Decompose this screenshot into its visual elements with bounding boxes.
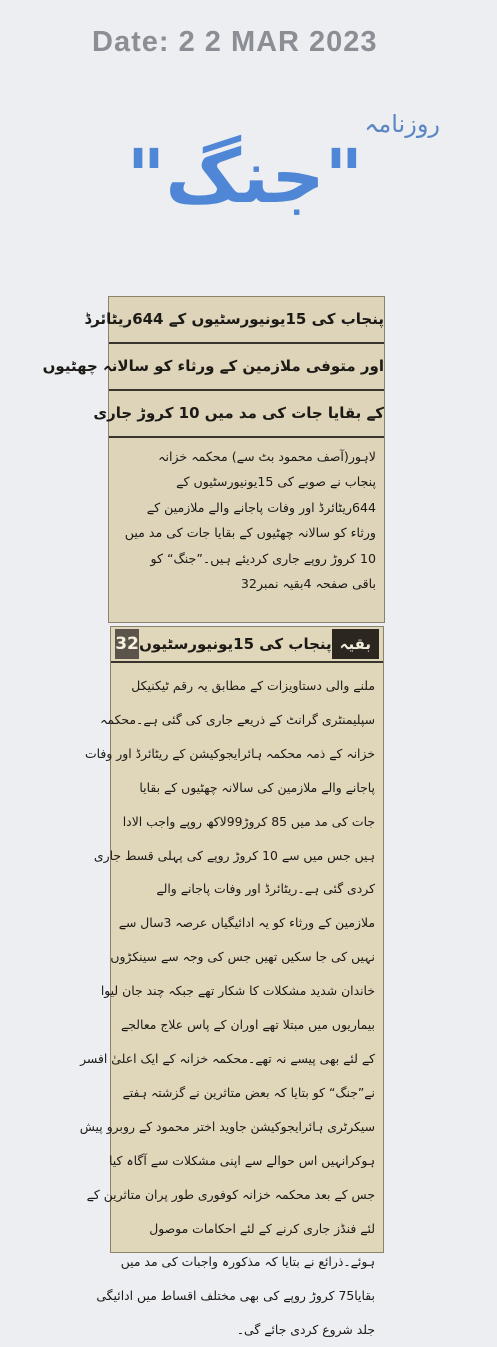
continuation-line: خاندان شدید مشکلات کا شکار تھے جبکہ چند جان لیوا bbox=[100, 983, 375, 999]
article-line: 644ریٹائرڈ اور وفات پاجانے والے ملازمین کے bbox=[146, 499, 376, 515]
date-stamp bbox=[92, 26, 378, 59]
continuation-clipping bbox=[79, 626, 384, 1338]
continuation-line: ہوکرانہیں اس حوالے سے اپنی مشکلات سے آگاہ کیا bbox=[109, 1152, 375, 1168]
continuation-line: بقایا75 کروڑ روپے کی بھی مختلف اقساط میں ادائیگی bbox=[96, 1288, 375, 1304]
article-line: پنجاب نے صوبے کی 15یونیورسٹیوں کے bbox=[176, 474, 376, 490]
continuation-line: نہیں کی جا سکیں تھیں جس کی وجہ سے سینکڑوں bbox=[110, 949, 375, 965]
continuation-line: ملنے والی دستاویزات کے مطابق یہ رقم ٹیکنیکل bbox=[131, 678, 375, 693]
continuation-line: نے”جنگ“ کو بتایا کہ بعض متاثرین نے گزشتہ ہفتے bbox=[122, 1084, 375, 1100]
newspaper-masthead bbox=[80, 100, 470, 260]
continuation-line: کردی گئی ہے۔ریٹائرڈ اور وفات پاجانے والے bbox=[156, 881, 375, 897]
continuation-line: لئے فنڈز جاری کرنے کے لئے احکامات موصول bbox=[149, 1220, 375, 1236]
headline-line-2: اور متوفی ملازمین کے ورثاء کو سالانہ چھٹیوں bbox=[109, 344, 384, 391]
continuation-line: کے لئے بھی پیسے نہ تھے۔محکمہ خزانہ کے ایک اعلیٰ افسر bbox=[80, 1050, 375, 1066]
continuation-label: بقیہ bbox=[332, 629, 379, 659]
continuation-line: جات کی مد میں 85 کروڑ99لاکھ روپے واجب الادا bbox=[122, 813, 375, 829]
news-clipping bbox=[42, 296, 385, 623]
date-value: 2 2 MAR 2023 bbox=[178, 26, 378, 58]
continuation-body bbox=[79, 663, 383, 1347]
continuation-line: ہوئے۔ذرائع نے بتایا کہ مذکورہ واجبات کی مد میں bbox=[120, 1254, 375, 1270]
continuation-line: سپلیمنٹری گرانٹ کے ذریعے جاری کی گئی ہے۔محکمہ bbox=[100, 711, 375, 727]
continuation-line: ملازمین کے ورثاء کو یہ ادائیگیاں عرصہ 3سال سے bbox=[118, 915, 375, 931]
article-line: ورثاء کو سالانہ چھٹیوں کے بقایا جات کی مد میں bbox=[124, 525, 376, 541]
continuation-title: پنجاب کی 15یونیورسٹیوں bbox=[139, 635, 332, 653]
continuation-line: جلد شروع کردی جائے گی۔ bbox=[236, 1322, 375, 1338]
article-line: لاہور(آصف محمود بٹ سے) محکمہ خزانہ bbox=[158, 449, 376, 464]
masthead-name: "جنگ" bbox=[126, 134, 364, 220]
headline-line-3: کے بقایا جات کی مد میں 10 کروڑ جاری bbox=[109, 391, 384, 438]
article-line: باقی صفحہ 4بقیہ نمبر32 bbox=[240, 576, 376, 592]
continuation-line: بیماریوں میں مبتلا تھے اوران کے پاس علاج معالجے bbox=[121, 1017, 375, 1033]
masthead-subtitle: روزنامہ bbox=[364, 110, 440, 138]
date-label: Date: bbox=[92, 26, 170, 58]
continuation-number: 32 bbox=[115, 629, 139, 659]
continuation-line: خزانہ کے ذمہ محکمہ ہائرایجوکیشن کے ریٹائرڈ اور وفات bbox=[84, 745, 375, 761]
continuation-line: پاجانے والے ملازمین کی سالانہ چھٹیوں کے بقایا bbox=[139, 779, 375, 795]
article-line: 10 کروڑ روپے جاری کردیئے ہیں۔”جنگ“ کو bbox=[150, 550, 376, 566]
continuation-line: جس کے بعد محکمہ خزانہ کوفوری طور پران متاثرین کے bbox=[86, 1186, 375, 1202]
headline-line-1: پنجاب کی 15یونیورسٹیوں کے 644ریٹائرڈ bbox=[109, 297, 384, 344]
article-body bbox=[109, 438, 384, 596]
continuation-line: سیکرٹری ہائرایجوکیشن جاوید اختر محمود کے روبرو پیش bbox=[79, 1118, 375, 1134]
continuation-line: ہیں جس میں سے 10 کروڑ روپے کی پہلی قسط جاری bbox=[93, 847, 375, 863]
continuation-header bbox=[111, 627, 383, 663]
